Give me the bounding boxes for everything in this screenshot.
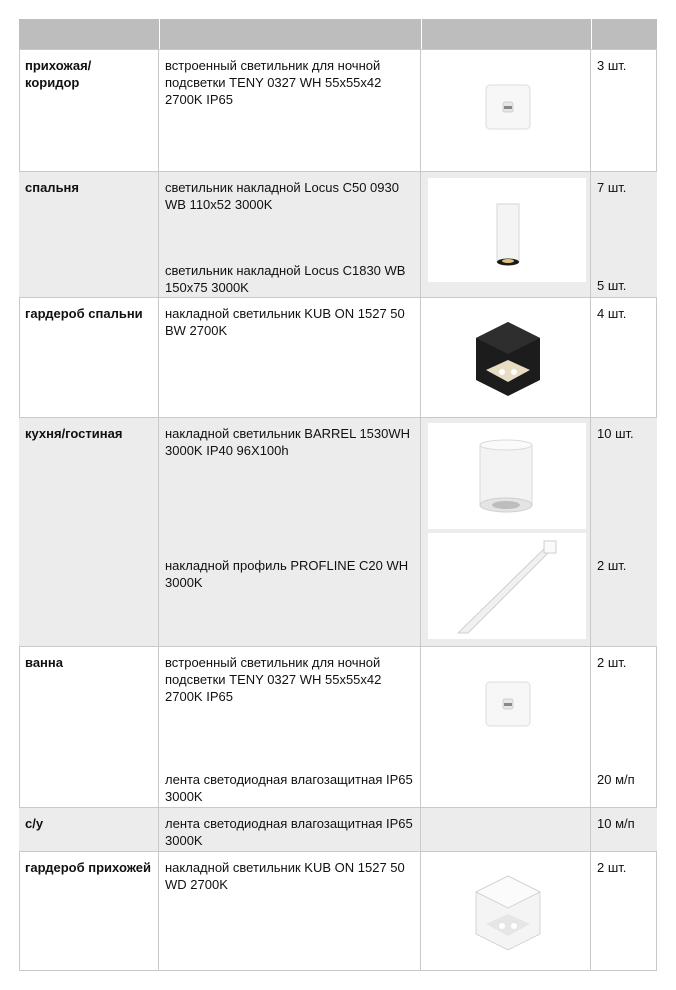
table-row [19,297,657,417]
table-row [19,417,657,646]
quantity: 2 шт. [597,655,627,670]
table-row [19,851,657,970]
teny-fixture-photo [485,84,531,130]
table-header [19,19,657,49]
quantity: 10 шт. [597,426,634,441]
fixture-description: встроенный светильник для ночной подсветки TENY 0327 WH 55x55x42 2700K IP65 [165,655,382,704]
teny-fixture-photo [485,681,531,727]
fixture-description: накладной профиль PROFLINE C20 WH 3000K [165,558,409,590]
profline-profile-photo [428,533,586,639]
quantity: 2 шт. [597,860,627,875]
room-name: гардероб прихожей [25,860,151,875]
quantity: 3 шт. [597,58,627,73]
table-row [19,646,657,807]
quantity: 4 шт. [597,306,627,321]
fixture-description: накладной светильник BARREL 1530WH 3000K IP40 96X100h [165,426,411,458]
room-name: с/у [25,816,44,831]
room-name: кухня/гостиная [25,426,123,441]
table-border-bottom [19,970,657,971]
locus-fixture-photo [428,178,586,282]
kub-white-fixture-photo [474,874,542,952]
table-row [19,49,657,171]
header-divider [159,19,160,49]
fixture-description: накладной светильник KUB ON 1527 50 BW 2700K [165,306,405,338]
quantity: 5 шт. [597,278,627,293]
fixture-description: лента светодиодная влагозащитная IP65 3000K [165,772,413,804]
room-name: ванна [25,655,63,670]
table-row [19,807,657,851]
table-row [19,171,657,297]
quantity: 7 шт. [597,180,627,195]
barrel-fixture-photo [428,423,586,529]
quantity: 2 шт. [597,558,627,573]
header-divider [591,19,592,49]
quantity: 20 м/п [597,772,635,787]
room-name: прихожая/ коридор [25,58,92,90]
header-divider [421,19,422,49]
kub-black-fixture-photo [474,320,542,398]
fixture-description: светильник накладной Locus C1830 WB 150x75 3000K [165,263,406,295]
fixture-description: встроенный светильник для ночной подсветки TENY 0327 WH 55x55x42 2700K IP65 [165,58,382,107]
room-name: гардероб спальни [25,306,143,321]
fixture-description: накладной светильник KUB ON 1527 50 WD 2700K [165,860,405,892]
fixture-description: лента светодиодная влагозащитная IP65 3000K [165,816,413,848]
quantity: 10 м/п [597,816,635,831]
room-name: спальня [25,180,79,195]
fixture-description: светильник накладной Locus C50 0930 WB 110x52 3000K [165,180,399,212]
